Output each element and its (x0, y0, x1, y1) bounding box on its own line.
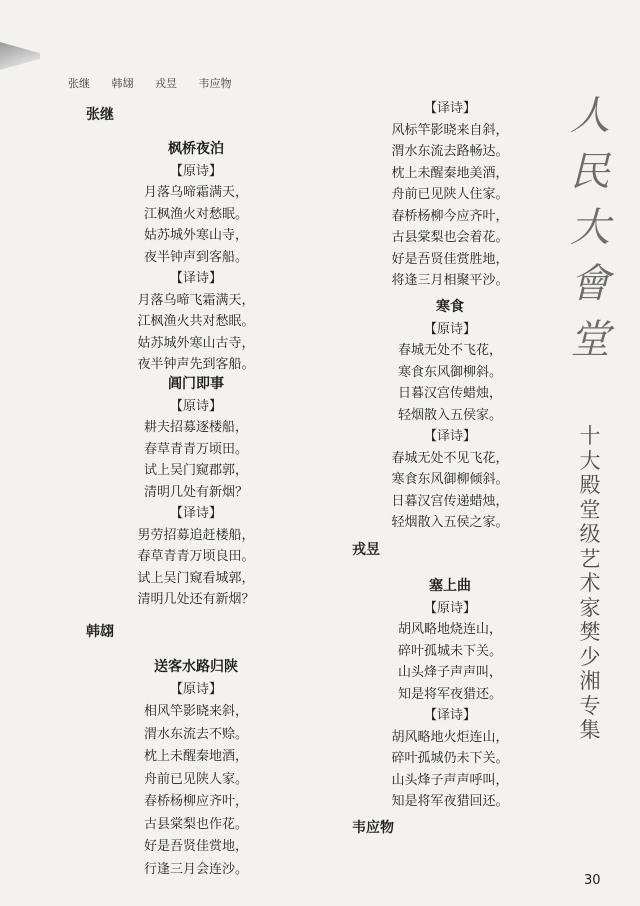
poem-line: 夜半钟声到客船。 (143, 249, 248, 265)
running-header (68, 75, 250, 91)
original-tag: 【原诗】 (169, 681, 222, 697)
poem-line: 春桥杨柳应齐叶， (143, 794, 248, 809)
poem-line: 春草青青万顷田。 (143, 441, 248, 457)
author-heading: 韦应物 (352, 820, 394, 836)
poem-line: 好是吾贤佳赏胜地， (391, 251, 509, 267)
poem-title: 寒食 (436, 299, 464, 315)
poem-line: 清明几处还有新烟？ (137, 592, 255, 607)
poem-line: 轻烟散入五侯之家。 (391, 515, 509, 530)
poem-title: 送客水路归陕 (154, 659, 238, 675)
poem-title: 枫桥夜泊 (168, 141, 224, 157)
poem-line: 轻烟散入五侯家。 (397, 407, 502, 423)
poem-line: 试上吴门窥看城郭， (137, 570, 255, 586)
author-heading: 戎昱 (352, 542, 380, 558)
author-heading: 韩翃 (86, 624, 114, 640)
subtitle-char: 艺 (579, 546, 601, 571)
author-heading: 张继 (86, 107, 114, 123)
title-char: 民 (570, 149, 610, 195)
header-author: 张继 (68, 77, 90, 90)
poem-line: 江枫渔火共对愁眠。 (137, 314, 255, 329)
subtitle-char: 堂 (579, 497, 601, 522)
poem-line: 风标竿影晓来自斜， (391, 122, 509, 138)
poem-line: 渭水东流去路畅达。 (391, 144, 509, 159)
poem-line: 日暮汉宫传蜡烛， (397, 386, 502, 401)
subtitle-char: 集 (579, 718, 601, 742)
poem-line: 春桥杨柳今应齐叶， (391, 208, 509, 224)
title-char: 會 (570, 261, 610, 307)
poem-line: 好是吾贤佳赏地， (143, 839, 248, 854)
translation-tag: 【译诗】 (423, 101, 476, 116)
subtitle-char: 术 (579, 571, 601, 595)
poem-line: 碎叶孤城仍未下关。 (391, 751, 509, 766)
poem-line: 山头烽子声声叫， (397, 665, 502, 680)
poem-line: 春草青青万顷良田。 (137, 549, 255, 564)
poem-line: 知是将军夜猎回还。 (391, 794, 509, 809)
poem-block (76, 374, 316, 611)
subtitle-char: 樊 (579, 620, 601, 644)
poem-line: 知是将军夜猎还。 (397, 686, 502, 702)
poem-block (76, 656, 316, 881)
poem-line: 枕上未醒秦地美酒， (391, 165, 509, 181)
poem-title: 阊门即事 (168, 376, 224, 392)
poem-line: 渭水东流去不赊。 (143, 726, 248, 742)
poem-block (330, 98, 570, 292)
poem-line: 月落乌啼飞霜满天， (137, 292, 255, 308)
title-char: 堂 (570, 317, 610, 363)
poem-line: 山头烽子声声呼叫， (391, 772, 509, 788)
poem-line: 姑苏城外寒山古寺， (137, 335, 255, 351)
poem-line: 清明几处有新烟？ (143, 484, 248, 500)
poem-title: 塞上曲 (429, 578, 471, 594)
poem-line: 胡风略地火炬连山， (391, 729, 509, 745)
poem-line: 春城无处不飞花， (397, 343, 502, 358)
original-tag: 【原诗】 (169, 163, 222, 179)
page-corner-mark (0, 42, 40, 70)
original-tag: 【原诗】 (169, 398, 222, 414)
page-number: 30 (584, 873, 601, 888)
translation-tag: 【译诗】 (169, 271, 222, 286)
subtitle-char: 十 (579, 424, 601, 448)
poem-line: 日暮汉宫传递蜡烛， (391, 493, 509, 509)
poem-block (76, 139, 316, 376)
poem-line: 古县棠梨也会着花。 (391, 230, 509, 245)
poem-line: 舟前已见陕人家。 (143, 771, 248, 787)
poem-line: 月落乌啼霜满天， (143, 185, 248, 200)
poem-line: 男劳招募追赶楼船， (137, 527, 255, 543)
title-char: 大 (570, 205, 610, 251)
header-author: 韦应物 (198, 77, 232, 90)
subtitle-char: 殿 (579, 473, 601, 497)
subtitle-char: 级 (579, 522, 601, 546)
poem-line: 碎叶孤城未下关。 (397, 643, 502, 659)
original-tag: 【原诗】 (423, 600, 476, 616)
poem-line: 江枫渔火对愁眠。 (143, 206, 248, 222)
subtitle-char: 少 (579, 644, 601, 669)
poem-line: 春城无处不见飞花， (391, 450, 509, 466)
poem-block (330, 297, 570, 534)
poem-line: 耕夫招募逐楼船， (143, 420, 248, 435)
poem-line: 夜半钟声先到客船。 (137, 357, 255, 372)
poem-line: 枕上未醒秦地酒， (143, 749, 248, 764)
poem-line: 舟前已见陕人住家。 (391, 187, 509, 202)
book-title-vertical (565, 88, 615, 368)
poem-line: 古县棠梨也作花。 (143, 816, 248, 832)
title-char: 人 (570, 93, 610, 139)
book-subtitle-vertical (578, 424, 602, 743)
poem-line: 相风竿影晓来斜， (143, 704, 248, 719)
poem-block (330, 576, 570, 813)
header-author: 韩翃 (111, 77, 134, 90)
poem-line: 寒食东风御柳倾斜。 (391, 472, 509, 487)
header-author: 戎昱 (155, 77, 177, 90)
translation-tag: 【译诗】 (169, 506, 222, 521)
poem-line: 寒食东风御柳斜。 (397, 364, 502, 380)
translation-tag: 【译诗】 (423, 429, 476, 444)
poem-line: 试上吴门窥郡郭， (143, 463, 248, 478)
subtitle-char: 湘 (579, 669, 601, 693)
original-tag: 【原诗】 (423, 321, 476, 337)
poem-line: 行逢三月会连沙。 (143, 861, 248, 877)
poem-line: 将逢三月相聚平沙。 (391, 273, 509, 288)
poem-line: 胡风略地烧连山， (397, 622, 502, 637)
subtitle-char: 专 (579, 693, 601, 718)
subtitle-char: 家 (579, 595, 601, 620)
poem-line: 姑苏城外寒山寺， (143, 228, 248, 243)
subtitle-char: 大 (579, 448, 601, 473)
translation-tag: 【译诗】 (423, 708, 476, 723)
